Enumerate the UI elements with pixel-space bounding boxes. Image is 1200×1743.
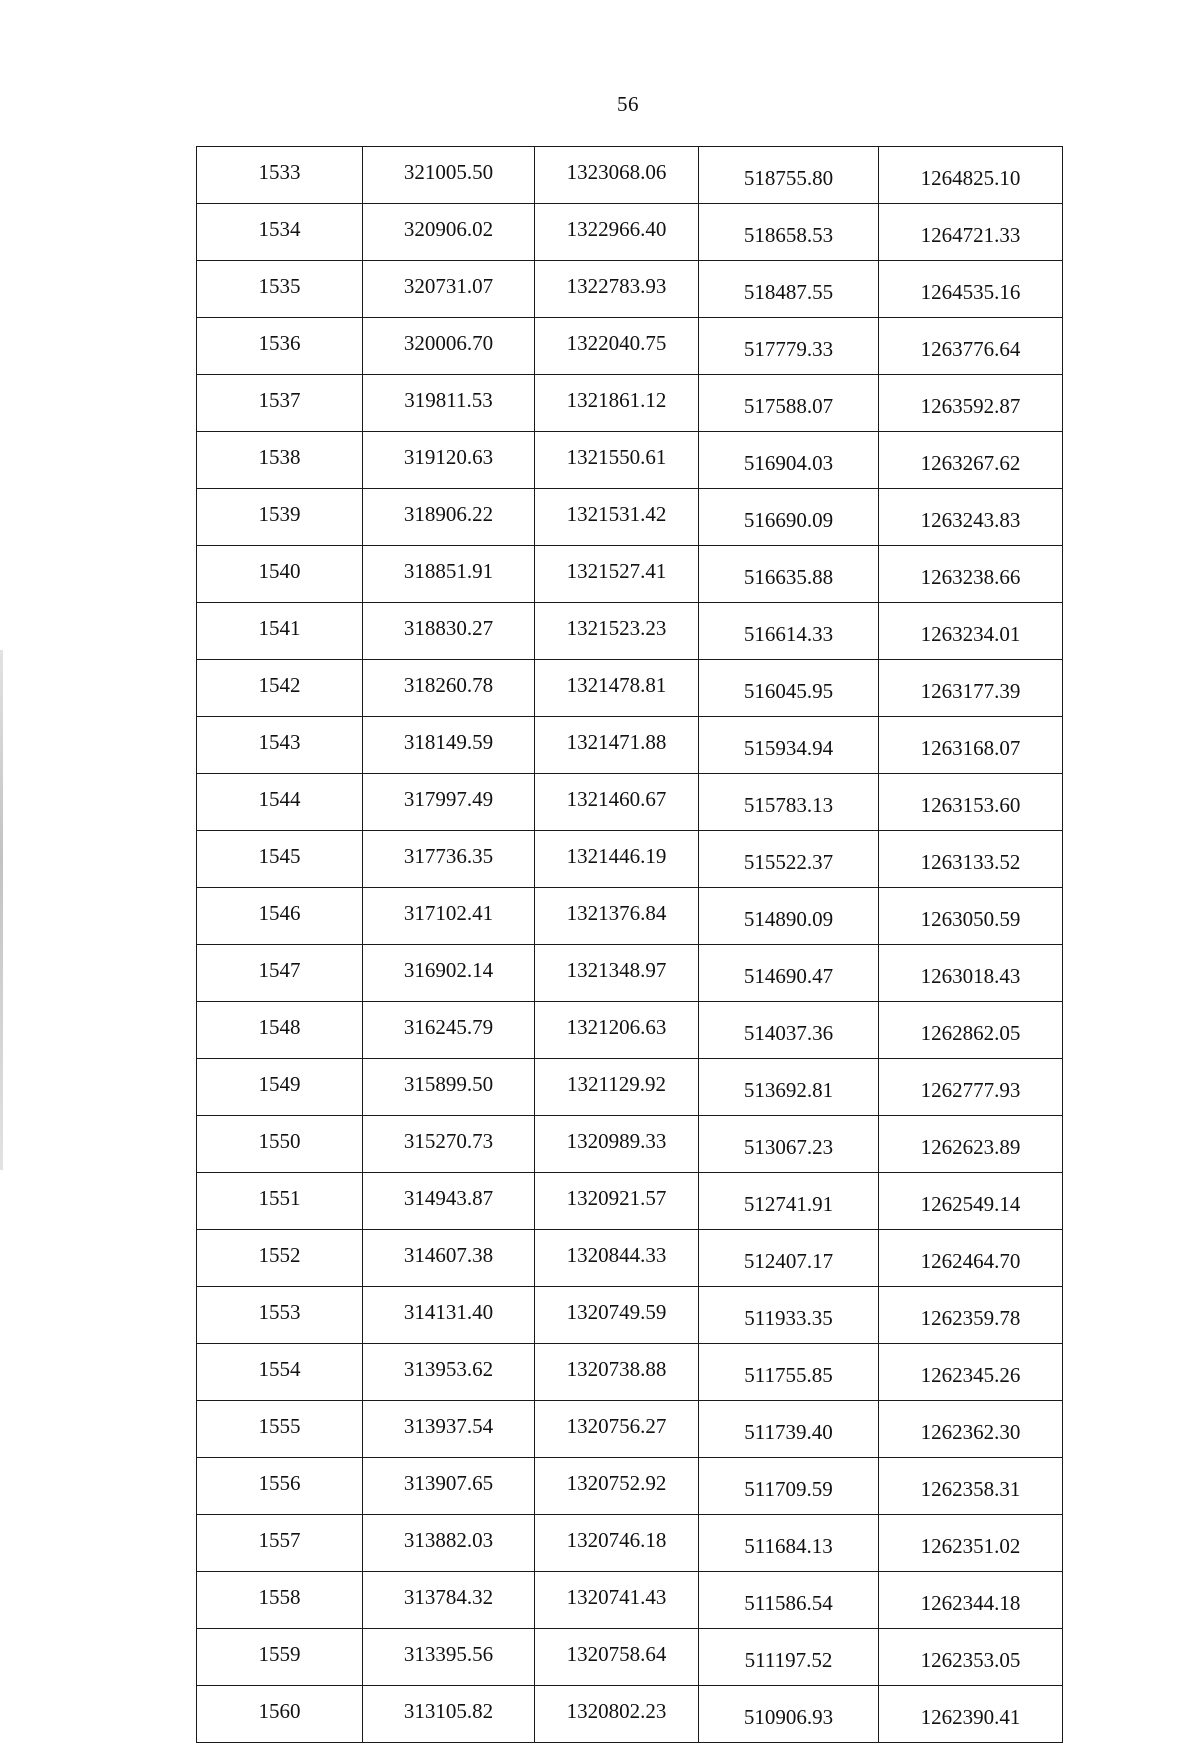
y2-coord-cell: 1263133.52 [879,831,1063,888]
x-coord-cell: 321005.50 [363,147,535,204]
x-coord-cell: 313105.82 [363,1686,535,1743]
x-coord-cell: 316902.14 [363,945,535,1002]
point-id-cell: 1541 [197,603,363,660]
x2-coord-cell: 515783.13 [699,774,879,831]
table-row [197,1230,1063,1287]
table-row [197,660,1063,717]
x-coord-cell: 314943.87 [363,1173,535,1230]
y2-coord-cell: 1262344.18 [879,1572,1063,1629]
x-coord-cell: 318260.78 [363,660,535,717]
table-row [197,1572,1063,1629]
y-coord-cell: 1321523.23 [535,603,699,660]
table-row [197,1173,1063,1230]
y2-coord-cell: 1263267.62 [879,432,1063,489]
y-coord-cell: 1320756.27 [535,1401,699,1458]
x-coord-cell: 320006.70 [363,318,535,375]
x-coord-cell: 315899.50 [363,1059,535,1116]
x-coord-cell: 313784.32 [363,1572,535,1629]
point-id-cell: 1539 [197,489,363,546]
point-id-cell: 1534 [197,204,363,261]
x2-coord-cell: 515522.37 [699,831,879,888]
y2-coord-cell: 1263018.43 [879,945,1063,1002]
y-coord-cell: 1322040.75 [535,318,699,375]
y2-coord-cell: 1263050.59 [879,888,1063,945]
y2-coord-cell: 1263168.07 [879,717,1063,774]
y2-coord-cell: 1262351.02 [879,1515,1063,1572]
y2-coord-cell: 1263243.83 [879,489,1063,546]
point-id-cell: 1548 [197,1002,363,1059]
y2-coord-cell: 1264535.16 [879,261,1063,318]
point-id-cell: 1545 [197,831,363,888]
x2-coord-cell: 512741.91 [699,1173,879,1230]
table-row [197,1344,1063,1401]
y-coord-cell: 1321460.67 [535,774,699,831]
x-coord-cell: 318830.27 [363,603,535,660]
table-row [197,831,1063,888]
x2-coord-cell: 515934.94 [699,717,879,774]
y-coord-cell: 1321471.88 [535,717,699,774]
point-id-cell: 1536 [197,318,363,375]
x-coord-cell: 314131.40 [363,1287,535,1344]
y-coord-cell: 1320738.88 [535,1344,699,1401]
table-row [197,1686,1063,1743]
x2-coord-cell: 516614.33 [699,603,879,660]
x2-coord-cell: 518658.53 [699,204,879,261]
table-row [197,432,1063,489]
y2-coord-cell: 1262623.89 [879,1116,1063,1173]
x2-coord-cell: 518755.80 [699,147,879,204]
table-row [197,717,1063,774]
x2-coord-cell: 510906.93 [699,1686,879,1743]
x-coord-cell: 317736.35 [363,831,535,888]
y-coord-cell: 1321446.19 [535,831,699,888]
y2-coord-cell: 1262359.78 [879,1287,1063,1344]
x2-coord-cell: 512407.17 [699,1230,879,1287]
point-id-cell: 1544 [197,774,363,831]
y-coord-cell: 1320741.43 [535,1572,699,1629]
table-row [197,318,1063,375]
table-row [197,1401,1063,1458]
x2-coord-cell: 517779.33 [699,318,879,375]
point-id-cell: 1553 [197,1287,363,1344]
y-coord-cell: 1322783.93 [535,261,699,318]
y-coord-cell: 1321129.92 [535,1059,699,1116]
scan-edge-artifact [0,650,3,1170]
table-row [197,1515,1063,1572]
x-coord-cell: 318851.91 [363,546,535,603]
x-coord-cell: 317997.49 [363,774,535,831]
y-coord-cell: 1321861.12 [535,375,699,432]
point-id-cell: 1559 [197,1629,363,1686]
x2-coord-cell: 511684.13 [699,1515,879,1572]
table-row [197,603,1063,660]
point-id-cell: 1550 [197,1116,363,1173]
y2-coord-cell: 1264721.33 [879,204,1063,261]
x-coord-cell: 319811.53 [363,375,535,432]
y-coord-cell: 1322966.40 [535,204,699,261]
point-id-cell: 1557 [197,1515,363,1572]
point-id-cell: 1542 [197,660,363,717]
y-coord-cell: 1320989.33 [535,1116,699,1173]
y-coord-cell: 1320802.23 [535,1686,699,1743]
point-id-cell: 1551 [197,1173,363,1230]
table-row [197,546,1063,603]
x2-coord-cell: 516045.95 [699,660,879,717]
table-row [197,945,1063,1002]
y2-coord-cell: 1262358.31 [879,1458,1063,1515]
x-coord-cell: 313882.03 [363,1515,535,1572]
point-id-cell: 1547 [197,945,363,1002]
table-row [197,774,1063,831]
x2-coord-cell: 518487.55 [699,261,879,318]
y-coord-cell: 1320749.59 [535,1287,699,1344]
x2-coord-cell: 514890.09 [699,888,879,945]
y-coord-cell: 1321348.97 [535,945,699,1002]
table-row [197,261,1063,318]
y-coord-cell: 1321478.81 [535,660,699,717]
coordinate-table-body [197,147,1063,1743]
point-id-cell: 1560 [197,1686,363,1743]
x-coord-cell: 313937.54 [363,1401,535,1458]
y-coord-cell: 1320758.64 [535,1629,699,1686]
x2-coord-cell: 511933.35 [699,1287,879,1344]
coordinate-table [196,146,1063,1743]
point-id-cell: 1549 [197,1059,363,1116]
point-id-cell: 1546 [197,888,363,945]
x-coord-cell: 320731.07 [363,261,535,318]
table-row [197,489,1063,546]
y2-coord-cell: 1262353.05 [879,1629,1063,1686]
x-coord-cell: 313953.62 [363,1344,535,1401]
x2-coord-cell: 516690.09 [699,489,879,546]
x-coord-cell: 315270.73 [363,1116,535,1173]
point-id-cell: 1558 [197,1572,363,1629]
x-coord-cell: 320906.02 [363,204,535,261]
y-coord-cell: 1321527.41 [535,546,699,603]
x2-coord-cell: 511586.54 [699,1572,879,1629]
table-row [197,1629,1063,1686]
y2-coord-cell: 1263177.39 [879,660,1063,717]
table-row [197,375,1063,432]
point-id-cell: 1556 [197,1458,363,1515]
y-coord-cell: 1321550.61 [535,432,699,489]
point-id-cell: 1533 [197,147,363,204]
x-coord-cell: 319120.63 [363,432,535,489]
y2-coord-cell: 1262362.30 [879,1401,1063,1458]
point-id-cell: 1552 [197,1230,363,1287]
y2-coord-cell: 1263592.87 [879,375,1063,432]
point-id-cell: 1554 [197,1344,363,1401]
y-coord-cell: 1323068.06 [535,147,699,204]
y2-coord-cell: 1262345.26 [879,1344,1063,1401]
x2-coord-cell: 511755.85 [699,1344,879,1401]
point-id-cell: 1555 [197,1401,363,1458]
x-coord-cell: 318149.59 [363,717,535,774]
y2-coord-cell: 1262862.05 [879,1002,1063,1059]
table-row [197,1116,1063,1173]
y2-coord-cell: 1262390.41 [879,1686,1063,1743]
x2-coord-cell: 516635.88 [699,546,879,603]
y2-coord-cell: 1262549.14 [879,1173,1063,1230]
point-id-cell: 1543 [197,717,363,774]
y-coord-cell: 1320752.92 [535,1458,699,1515]
table-row [197,1287,1063,1344]
x2-coord-cell: 511197.52 [699,1629,879,1686]
y-coord-cell: 1321531.42 [535,489,699,546]
x-coord-cell: 318906.22 [363,489,535,546]
y-coord-cell: 1321206.63 [535,1002,699,1059]
table-row [197,1458,1063,1515]
y2-coord-cell: 1263234.01 [879,603,1063,660]
y2-coord-cell: 1263776.64 [879,318,1063,375]
x-coord-cell: 317102.41 [363,888,535,945]
x2-coord-cell: 514690.47 [699,945,879,1002]
y2-coord-cell: 1264825.10 [879,147,1063,204]
x2-coord-cell: 511739.40 [699,1401,879,1458]
x2-coord-cell: 516904.03 [699,432,879,489]
table-row [197,1059,1063,1116]
x-coord-cell: 313907.65 [363,1458,535,1515]
y2-coord-cell: 1262464.70 [879,1230,1063,1287]
y-coord-cell: 1320921.57 [535,1173,699,1230]
x-coord-cell: 313395.56 [363,1629,535,1686]
point-id-cell: 1535 [197,261,363,318]
page-number: 56 [617,92,639,116]
x-coord-cell: 316245.79 [363,1002,535,1059]
x-coord-cell: 314607.38 [363,1230,535,1287]
x2-coord-cell: 517588.07 [699,375,879,432]
y-coord-cell: 1321376.84 [535,888,699,945]
table-row [197,204,1063,261]
y2-coord-cell: 1262777.93 [879,1059,1063,1116]
y-coord-cell: 1320844.33 [535,1230,699,1287]
table-row [197,1002,1063,1059]
point-id-cell: 1538 [197,432,363,489]
y-coord-cell: 1320746.18 [535,1515,699,1572]
x2-coord-cell: 511709.59 [699,1458,879,1515]
y2-coord-cell: 1263153.60 [879,774,1063,831]
point-id-cell: 1537 [197,375,363,432]
x2-coord-cell: 513067.23 [699,1116,879,1173]
x2-coord-cell: 513692.81 [699,1059,879,1116]
y2-coord-cell: 1263238.66 [879,546,1063,603]
point-id-cell: 1540 [197,546,363,603]
x2-coord-cell: 514037.36 [699,1002,879,1059]
table-row [197,888,1063,945]
table-row [197,147,1063,204]
